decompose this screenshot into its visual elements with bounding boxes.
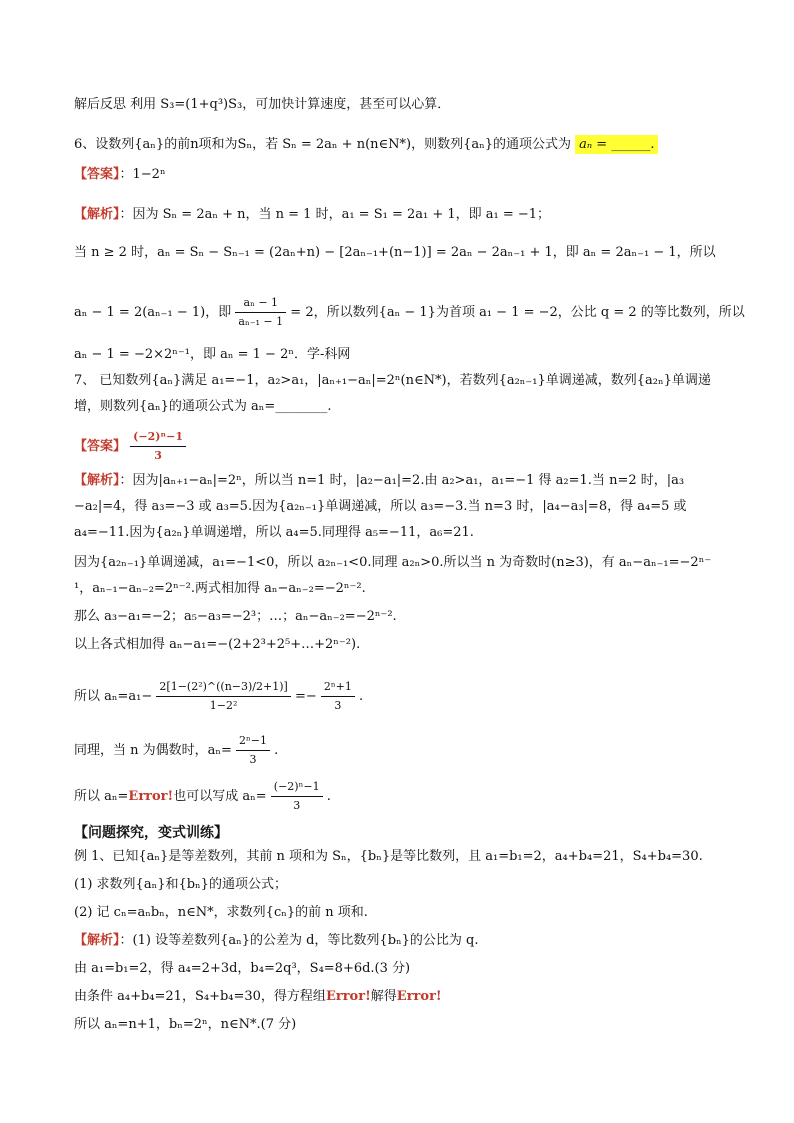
question-6	[74, 136, 734, 154]
analysis-7-line-3: a₄=−11.因为{a₂ₙ}单调递增，所以 a₄=5.同理得 a₅=−11，a₆=21.	[74, 525, 474, 540]
fraction-denominator: 3	[154, 449, 162, 462]
analysis-7-text-8a: 所以 aₙ=a₁−	[74, 689, 153, 704]
analysis-7-text-10b: 也可以写成 aₙ=	[173, 789, 267, 804]
reflection-note: 解后反思 利用 S₃=(1+q³)S₃，可加快计算速度，甚至可以心算．	[74, 97, 451, 112]
example-1-analysis-2: 由 a₁=b₁=2，得 a₄=2+3d，b₄=2q³，S₄=8+6d.(3 分)	[74, 961, 411, 976]
fraction-numerator: (−2)ⁿ−1	[271, 778, 323, 797]
question-7-line-2: 增，则数列{aₙ}的通项公式为 aₙ=________.	[74, 399, 332, 414]
answer-6-value: ：1−2ⁿ	[119, 167, 166, 182]
analysis-6-line-3	[74, 294, 745, 331]
analysis-6-line-2: 当 n ≥ 2 时，aₙ = Sₙ − Sₙ₋₁ = (2aₙ+n) − [2aₙ₋₁+(n−1)] = 2aₙ − 2aₙ₋₁ + 1，即 aₙ = 2aₙ₋₁ − 1，所以	[74, 245, 716, 260]
fraction-denominator: 3	[334, 699, 342, 712]
fraction-numerator: 2[1−(2²)^((n−3)/2+1)]	[156, 678, 290, 697]
section-heading: 【问题探究，变式训练】	[74, 825, 228, 841]
analysis-7-line-10	[74, 778, 734, 815]
example-1-line-3: (2) 记 cₙ=aₙbₙ，n∈N*，求数列{cₙ}的前 n 项和.	[74, 905, 368, 920]
answer-6	[74, 166, 734, 184]
analysis-label: 【解析】	[74, 933, 120, 948]
fraction-numerator: aₙ − 1	[235, 294, 286, 313]
fraction-denominator: 3	[249, 753, 257, 766]
analysis-7-line-5: ¹，aₙ₋₁−aₙ₋₂=2ⁿ⁻².两式相加得 aₙ−aₙ₋₂=−2ⁿ⁻².	[74, 581, 366, 596]
analysis-7-line-9	[74, 732, 734, 769]
answer-label: 【答案】	[74, 439, 127, 454]
even-case-fraction	[236, 732, 270, 769]
question-7-line-1: 7、 已知数列{aₙ}满足 a₁=−1，a₂>a₁，|aₙ₊₁−aₙ|=2ⁿ(n∈N*)，若数列{a₂ₙ₋₁}单调递减，数列{a₂ₙ}单调递	[74, 373, 711, 388]
general-term-fraction	[271, 778, 323, 815]
fraction-denominator: aₙ₋₁ − 1	[238, 315, 284, 328]
answer-blank: aₙ = ______.	[575, 135, 658, 154]
error-marker: Error!	[128, 789, 174, 804]
analysis-7-text-9b: .	[274, 743, 279, 758]
analysis-7-line-6: 那么 a₃−a₁=−2；a₅−a₃=−2³；…；aₙ−aₙ₋₂=−2ⁿ⁻².	[74, 609, 397, 624]
analysis-7-text-8b: =−	[294, 689, 317, 704]
example-1-analysis-text-3a: 由条件 a₄+b₄=21，S₄+b₄=30，得方程组	[74, 989, 326, 1004]
analysis-6-text-3b: = 2，所以数列{aₙ − 1}为首项 a₁ − 1 = −2，公比 q = 2 的等比数列，所以	[290, 305, 745, 320]
fraction-denominator: 3	[293, 799, 301, 812]
example-1-analysis-1	[74, 932, 734, 950]
answer-7-fraction	[130, 428, 186, 465]
fraction-numerator: 2ⁿ+1	[321, 678, 355, 697]
analysis-label: 【解析】	[74, 473, 120, 488]
error-marker: Error!	[396, 989, 442, 1004]
analysis-7-line-1	[74, 472, 734, 490]
fraction-numerator: 2ⁿ−1	[236, 732, 270, 751]
analysis-6-line-1	[74, 206, 734, 224]
analysis-7-text-10a: 所以 aₙ=	[74, 789, 129, 804]
example-1-analysis-text-3b: 解得	[370, 989, 397, 1004]
fraction-denominator: 1−2²	[209, 699, 238, 712]
sum-fraction	[156, 678, 290, 715]
analysis-6-text-3a: aₙ − 1 = 2(aₙ₋₁ − 1)，即	[74, 305, 232, 320]
analysis-7-text-9a: 同理，当 n 为偶数时，aₙ=	[74, 743, 232, 758]
question-6-text: 6、设数列{aₙ}的前n项和为Sₙ，若 Sₙ = 2aₙ + n(n∈N*)，则数列{aₙ}的通项公式为	[74, 137, 572, 152]
analysis-7-line-4: 因为{a₂ₙ₋₁}单调递减，a₁=−1<0，所以 a₂ₙ₋₁<0.同理 a₂ₙ>0.所以当 n 为奇数时(n≥3)，有 aₙ−aₙ₋₁=−2ⁿ⁻	[74, 555, 712, 570]
analysis-6-text-1: ：因为 Sₙ = 2aₙ + n，当 n = 1 时，a₁ = S₁ = 2a₁ + 1，即 a₁ = −1；	[119, 207, 551, 222]
analysis-7-line-7: 以上各式相加得 aₙ−a₁=−(2+2³+2⁵+…+2ⁿ⁻²).	[74, 637, 361, 652]
analysis-7-line-8	[74, 678, 734, 715]
analysis-7-text-8c: .	[359, 689, 364, 704]
analysis-7-text-1: ：因为|aₙ₊₁−aₙ|=2ⁿ，所以当 n=1 时，|a₂−a₁|=2.由 a₂>a₁，a₁=−1 得 a₂=1.当 n=2 时，|a₃	[119, 473, 685, 488]
answer-label: 【答案】	[74, 167, 120, 182]
example-1-analysis-4: 所以 aₙ=n+1，bₙ=2ⁿ，n∈N*.(7 分)	[74, 1017, 297, 1032]
error-marker: Error!	[325, 989, 371, 1004]
answer-7	[74, 428, 734, 465]
example-1-analysis-text-1: ：(1) 设等差数列{aₙ}的公差为 d，等比数列{bₙ}的公比为 q.	[119, 933, 479, 948]
analysis-7-text-10c: .	[326, 789, 331, 804]
example-1-analysis-3	[74, 988, 734, 1006]
result-fraction	[321, 678, 355, 715]
example-1-line-1: 例 1、已知{aₙ}是等差数列，其前 n 项和为 Sₙ，{bₙ}是等比数列，且 a₁=b₁=2，a₄+b₄=21，S₄+b₄=30.	[74, 849, 703, 864]
analysis-7-line-2: −a₂|=4，得 a₃=−3 或 a₃=5.因为{a₂ₙ₋₁}单调递减，所以 a₃=−3.当 n=3 时，|a₄−a₃|=8，得 a₄=5 或	[74, 499, 687, 514]
fraction-numerator: (−2)ⁿ−1	[130, 428, 186, 447]
analysis-6-line-4: aₙ − 1 = −2×2ⁿ⁻¹，即 aₙ = 1 − 2ⁿ．学-科网	[74, 347, 351, 362]
example-1-line-2: (1) 求数列{aₙ}和{bₙ}的通项公式；	[74, 877, 287, 892]
fraction-ratio	[235, 294, 286, 331]
analysis-label: 【解析】	[74, 207, 120, 222]
